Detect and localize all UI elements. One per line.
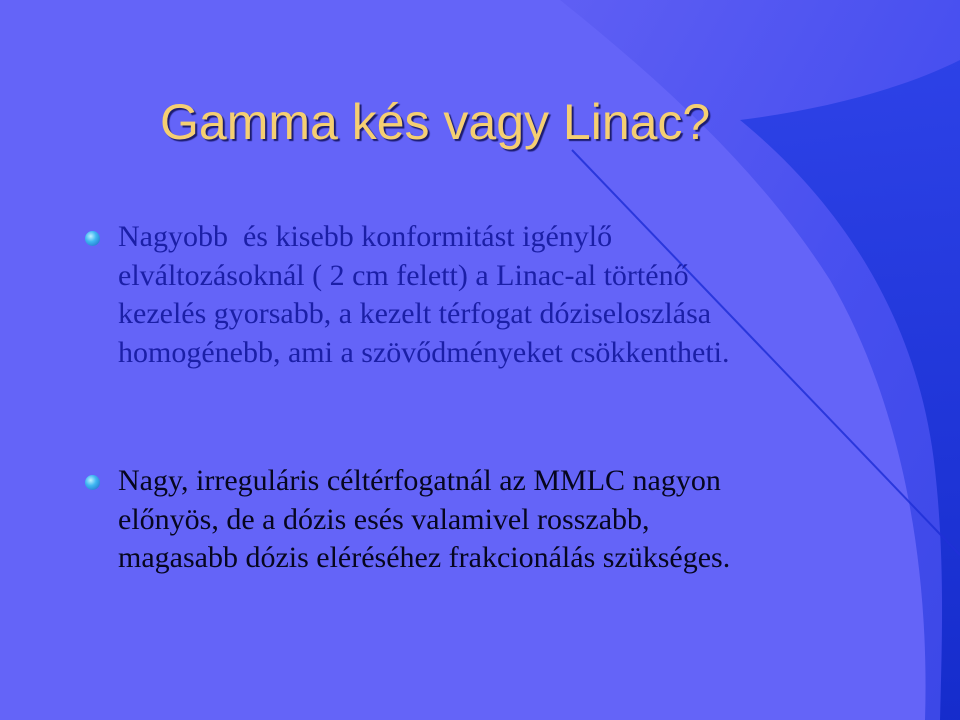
bullet-1-line-3: kezelés gyorsabb, a kezelt térfogat dóziseloszlása [118,297,712,330]
bullet-1-line-2: elváltozásoknál ( 2 cm felett) a Linac-al történő [118,258,689,292]
bullet-1-line-1: Nagyobb és kisebb konformitást igénylő [118,220,613,253]
slide-title: Gamma kés vagy Linac? [160,94,711,150]
bullet-point-2 [118,462,730,578]
bullet-dot-icon [85,231,100,246]
bullet-2-line-3: magasabb dózis eléréséhez frakcionálás szükséges. [118,541,731,574]
bullet-2-line-2: előnyös, de a dózis esés valamivel rosszabb, [118,502,650,536]
bullet-1-line-4: homogénebb, ami a szövődményeket csökkentheti. [118,335,730,369]
bullet-point-1 [118,218,730,372]
bullet-dot-icon [85,475,100,490]
bullet-2-line-1: Nagy, irreguláris céltérfogatnál az MMLC nagyon [118,464,721,497]
